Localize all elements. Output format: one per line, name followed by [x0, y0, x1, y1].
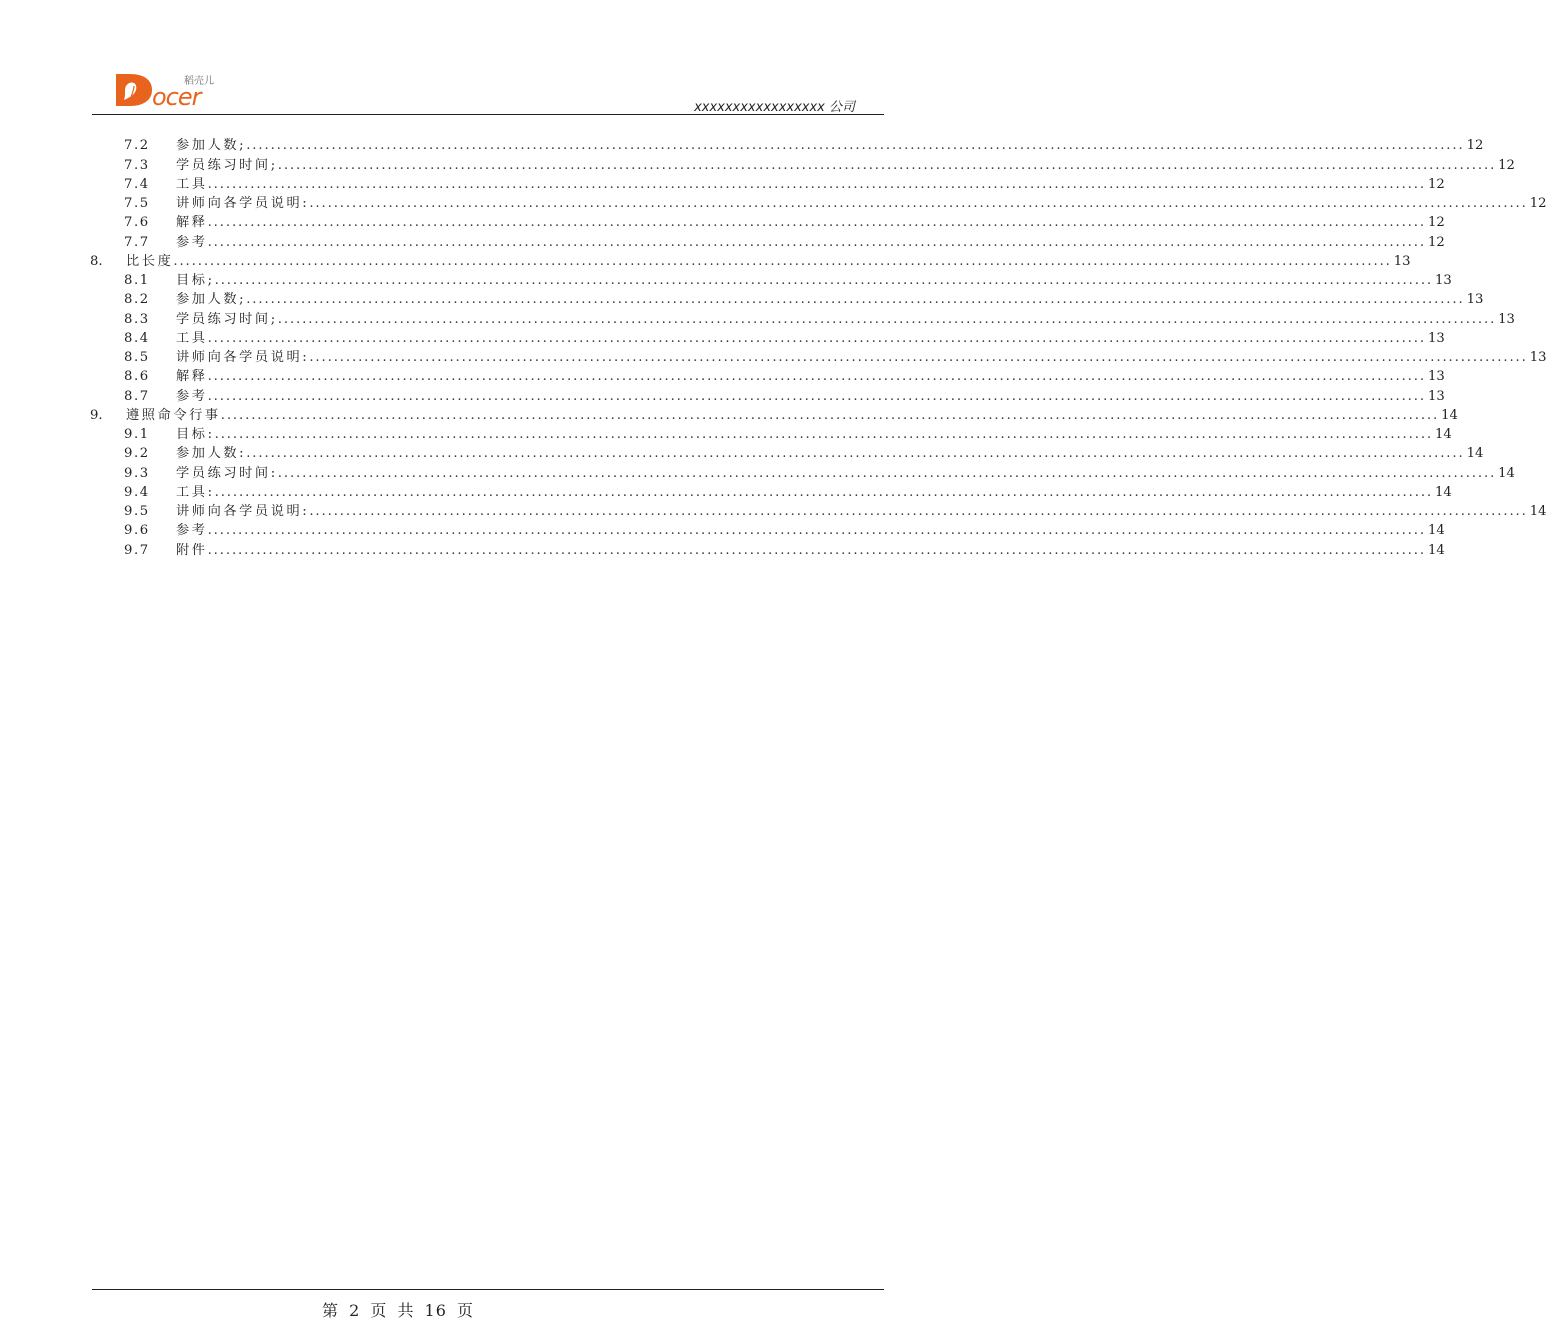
toc-entry[interactable] [90, 521, 1445, 540]
toc-dot-leader: ........................................................................................................................................................................................................ [207, 330, 1426, 346]
toc-dot-leader: ........................................................................................................................................................................................................ [214, 484, 1434, 500]
toc-entry-number: 8. [90, 253, 103, 269]
toc-entry[interactable] [90, 309, 1515, 328]
toc-dot-leader: ........................................................................................................................................................................................................ [309, 196, 1528, 211]
toc-dot-leader: ........................................................................................................................................................................................................ [173, 253, 1392, 269]
toc-entry-title: 讲师向各学员说明: [176, 196, 310, 211]
toc-entry[interactable] [90, 425, 1452, 444]
toc-dot-leader: ........................................................................................................................................................................................................ [309, 350, 1528, 365]
table-of-contents [90, 136, 1547, 560]
logo-cn-text: 稻壳儿 [184, 76, 214, 87]
toc-entry-title: 工具: [176, 484, 215, 500]
toc-entry[interactable] [90, 406, 1458, 425]
toc-entry[interactable] [90, 232, 1445, 251]
header-company: xxxxxxxxxxxxxxxxx 公司 [694, 100, 855, 115]
toc-entry-title: 讲师向各学员说明: [176, 350, 310, 365]
toc-entry-page: 14 [1427, 542, 1445, 558]
toc-entry-number: 8.4 [124, 330, 150, 346]
page-number: 第 2 页 共 16 页 [322, 1301, 474, 1320]
toc-entry-number: 9.7 [124, 542, 150, 558]
toc-dot-leader: ........................................................................................................................................................................................................ [207, 369, 1426, 385]
toc-entry[interactable] [90, 348, 1547, 367]
toc-entry[interactable] [90, 386, 1445, 405]
toc-dot-leader: ........................................................................................................................................................................................................ [246, 138, 1465, 154]
toc-entry-title: 比长度 [126, 253, 174, 269]
toc-entry-page: 12 [1427, 215, 1445, 231]
toc-entry-title: 学员练习时间; [176, 311, 278, 327]
toc-dot-leader: ........................................................................................................................................................................................................ [246, 292, 1465, 308]
toc-entry-page: 12 [1498, 157, 1515, 173]
toc-entry-number: 9.3 [124, 465, 150, 481]
toc-dot-leader: ........................................................................................................................................................................................................ [220, 407, 1440, 423]
toc-entry-number: 7.6 [124, 215, 150, 231]
toc-entry-title: 参加人数; [176, 292, 247, 308]
toc-entry-number: 9.2 [124, 446, 150, 462]
toc-entry-title: 工具 [176, 176, 208, 192]
toc-entry-page: 13 [1427, 330, 1445, 346]
docer-logo [112, 66, 222, 112]
toc-entry[interactable] [90, 329, 1445, 348]
toc-entry-title: 学员练习时间: [176, 465, 278, 481]
toc-entry-number: 7.2 [124, 138, 150, 154]
toc-entry-title: 目标: [176, 427, 215, 442]
toc-entry-number: 8.5 [124, 350, 150, 365]
toc-entry-page: 14 [1435, 427, 1452, 442]
toc-entry-title: 目标; [176, 273, 215, 288]
toc-entry-page: 14 [1498, 465, 1515, 481]
toc-entry-number: 8.1 [124, 273, 150, 288]
toc-dot-leader: ........................................................................................................................................................................................................ [277, 157, 1497, 173]
toc-dot-leader: ........................................................................................................................................................................................................ [309, 504, 1528, 519]
toc-entry-page: 12 [1466, 138, 1484, 154]
toc-entry-number: 9.4 [124, 484, 150, 500]
toc-entry-page: 13 [1529, 350, 1547, 365]
toc-entry-page: 14 [1441, 407, 1458, 423]
toc-entry-number: 8.3 [124, 311, 150, 327]
toc-entry-title: 遵照命令行事 [126, 407, 221, 423]
toc-entry[interactable] [90, 540, 1445, 559]
toc-entry-title: 讲师向各学员说明: [176, 504, 310, 519]
toc-entry[interactable] [90, 463, 1515, 482]
toc-entry-page: 12 [1427, 176, 1445, 192]
toc-entry-page: 13 [1393, 253, 1411, 269]
toc-entry[interactable] [90, 213, 1445, 232]
toc-entry-title: 参加人数; [176, 138, 247, 154]
toc-entry-number: 8.7 [124, 388, 150, 404]
toc-entry-page: 14 [1435, 484, 1452, 500]
toc-entry-number: 8.2 [124, 292, 150, 308]
toc-entry-number: 7.7 [124, 234, 150, 250]
svg-text:ocer: ocer [152, 83, 201, 111]
toc-entry[interactable] [90, 194, 1547, 213]
toc-dot-leader: ........................................................................................................................................................................................................ [277, 311, 1497, 327]
toc-entry-number: 8.6 [124, 369, 150, 385]
toc-entry[interactable] [90, 483, 1452, 502]
toc-entry-number: 7.5 [124, 196, 150, 211]
toc-entry[interactable] [90, 136, 1484, 155]
toc-entry[interactable] [90, 271, 1452, 290]
toc-entry[interactable] [90, 367, 1445, 386]
toc-dot-leader: ........................................................................................................................................................................................................ [207, 542, 1426, 558]
toc-dot-leader: ........................................................................................................................................................................................................ [207, 388, 1426, 404]
toc-entry-title: 参考 [176, 523, 208, 539]
toc-entry-title: 附件 [176, 542, 208, 558]
toc-entry-number: 7.4 [124, 176, 150, 192]
toc-entry-page: 13 [1498, 311, 1515, 327]
toc-entry-page: 13 [1435, 273, 1452, 288]
toc-entry[interactable] [90, 155, 1515, 174]
toc-dot-leader: ........................................................................................................................................................................................................ [207, 234, 1426, 250]
footer-divider [92, 1289, 884, 1290]
toc-dot-leader: ........................................................................................................................................................................................................ [214, 427, 1434, 442]
toc-entry-page: 14 [1466, 446, 1484, 462]
toc-entry-number: 9. [90, 407, 103, 423]
toc-entry-page: 12 [1529, 196, 1547, 211]
toc-dot-leader: ........................................................................................................................................................................................................ [207, 523, 1426, 539]
toc-entry-title: 参考 [176, 388, 208, 404]
toc-entry[interactable] [90, 502, 1547, 521]
toc-entry-page: 12 [1427, 234, 1445, 250]
toc-entry-title: 学员练习时间; [176, 157, 278, 173]
toc-entry-page: 14 [1427, 523, 1445, 539]
toc-entry-number: 9.6 [124, 523, 150, 539]
toc-dot-leader: ........................................................................................................................................................................................................ [207, 176, 1426, 192]
toc-entry[interactable] [90, 290, 1484, 309]
toc-entry-number: 7.3 [124, 157, 150, 173]
toc-dot-leader: ........................................................................................................................................................................................................ [207, 215, 1426, 231]
toc-entry[interactable] [90, 252, 1411, 271]
toc-entry-title: 参加人数: [176, 446, 247, 462]
toc-dot-leader: ........................................................................................................................................................................................................ [246, 446, 1465, 462]
toc-entry-page: 13 [1466, 292, 1484, 308]
toc-entry[interactable] [90, 175, 1445, 194]
toc-entry-title: 解释 [176, 215, 208, 231]
toc-dot-leader: ........................................................................................................................................................................................................ [214, 273, 1434, 288]
toc-entry-title: 工具 [176, 330, 208, 346]
toc-entry[interactable] [90, 444, 1484, 463]
toc-entry-page: 13 [1427, 388, 1445, 404]
toc-dot-leader: ........................................................................................................................................................................................................ [277, 465, 1497, 481]
toc-entry-page: 14 [1529, 504, 1547, 519]
toc-entry-number: 9.1 [124, 427, 150, 442]
toc-entry-number: 9.5 [124, 504, 150, 519]
toc-entry-title: 解释 [176, 369, 208, 385]
toc-entry-page: 13 [1427, 369, 1445, 385]
toc-entry-title: 参考 [176, 234, 208, 250]
header-divider [92, 114, 884, 115]
